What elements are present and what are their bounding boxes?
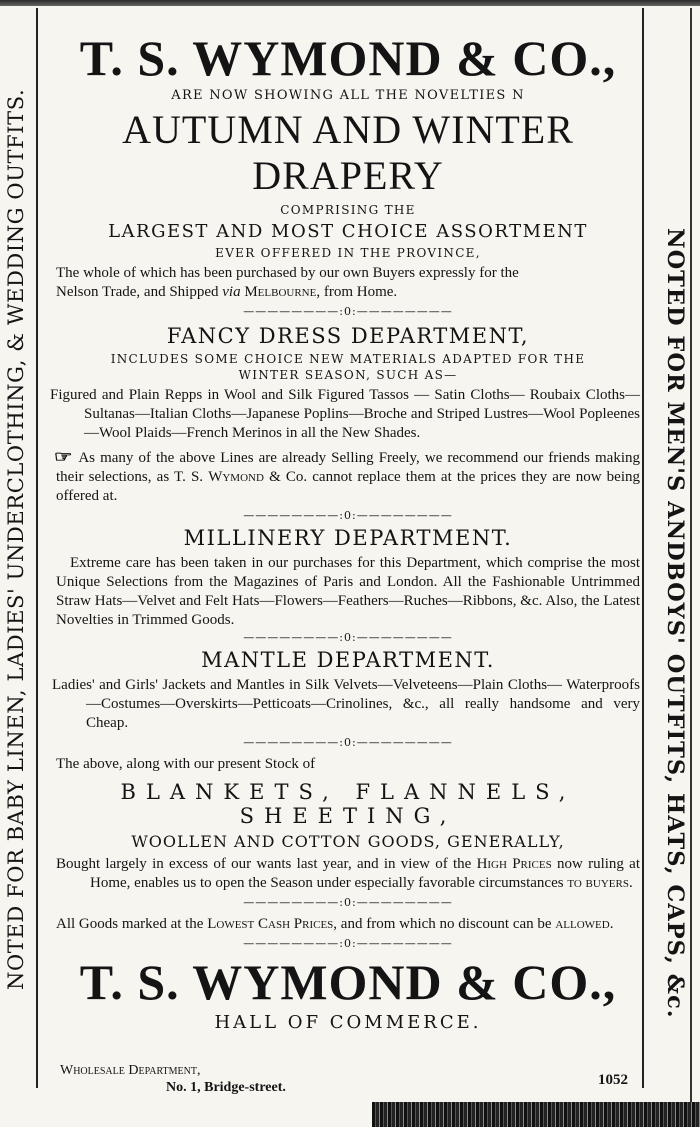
purchase-text-e: , from Home. [316, 284, 398, 300]
stock-bought-high-prices: High Prices [476, 856, 552, 872]
goods-note [56, 915, 640, 934]
stock-bought-buyers: to buyers. [567, 875, 633, 891]
stock-intro: The above, along with our present Stock of [56, 756, 316, 772]
purchase-text-a: The whole of which has been purchased by our own Buyers expressly for the [56, 265, 519, 281]
page-edge-rule [690, 8, 692, 1118]
fancy-sub-2: WINTER SEASON, SUCH AS— [238, 368, 458, 382]
side-text-left: NOTED FOR BABY LINEN, LADIES' UNDERCLOTHING, & WEDDING OUTFITS. [4, 88, 28, 990]
stock-bought-mid: now ruling at Home, enables us to open the Season under especially favorable circumstances [90, 856, 641, 891]
divider: ————————:0:———————— [243, 896, 453, 909]
millinery-text: Extreme care has been taken in our purchases for this Department, which comprise the most Unique Selections from the Magazines of Paris and London. All the Fashionable Untrimmed Straw Hats—Velvet and Felt Hats—Flowers—Feathers—Ruches—Ribbons, &c. Also, the Latest Novelties in Trimmed Goods. [56, 555, 640, 628]
showing-line: ARE NOW SHOWING ALL THE NOVELTIES N [171, 88, 525, 103]
fancy-sub-1: INCLUDES SOME CHOICE NEW MATERIALS ADAPTED FOR THE [110, 352, 586, 366]
stock-bought-pre: Bought largely in excess of our wants last year, and in view of the [56, 856, 472, 872]
stock-goods: BLANKETS, FLANNELS, SHEETING, [120, 780, 576, 828]
fancy-notice-name: Wymond [208, 469, 264, 485]
fancy-notice [53, 447, 641, 506]
divider: ————————:0:———————— [243, 509, 453, 522]
stock-goods-2: WOOLLEN AND COTTON GOODS, GENERALLY, [131, 832, 565, 851]
goods-note-post: , and from which no discount can be [333, 916, 552, 932]
mantle-heading: MANTLE DEPARTMENT. [201, 648, 495, 672]
divider: ————————:0:———————— [243, 937, 453, 950]
divider: ————————:0:———————— [243, 305, 453, 318]
mantle-text: Ladies' and Girls' Jackets and Mantles in Silk Velvets—Velveteens—Plain Cloths— Waterproofs—Costumes—Overskirts—Petticoats—Crinolines, &c., all really handsome and very Cheap. [52, 677, 640, 731]
comprising-line: COMPRISING THE [280, 203, 416, 217]
millinery-heading: MILLINERY DEPARTMENT. [183, 526, 513, 550]
headline: AUTUMN AND WINTER DRAPERY [122, 107, 574, 198]
firm-title: T. S. WYMOND & CO., [79, 30, 617, 86]
goods-note-pre: All Goods marked at the [56, 916, 204, 932]
top-border [0, 0, 700, 6]
stock-bought [56, 855, 640, 893]
side-text-right: NOTED FOR MEN'S ANDBOYS' OUTFITS, HATS, CAPS, &c. [662, 228, 688, 1019]
goods-note-allowed: allowed. [555, 916, 614, 932]
fancy-heading: FANCY DRESS DEPARTMENT, [166, 324, 530, 348]
divider: ————————:0:———————— [243, 631, 453, 644]
left-column-rule [36, 8, 38, 1088]
bridge-street: No. 1, Bridge-street. [166, 1080, 286, 1095]
assortment-line: LARGEST AND MOST CHOICE ASSORTMENT [108, 221, 588, 242]
fancy-notice-post: & Co. cannot replace them at the prices they are now being offered at. [56, 469, 641, 504]
footer-address [60, 1062, 286, 1096]
purchase-text-b: Nelson Trade, and Shipped [56, 284, 219, 300]
divider: ————————:0:———————— [243, 736, 453, 749]
ad-number: 1052 [598, 1072, 628, 1088]
goods-note-lowest: Lowest Cash Prices [207, 916, 334, 932]
right-column-rule [642, 8, 644, 1088]
footer-place: HALL OF COMMERCE. [214, 1012, 482, 1033]
advertisement [50, 30, 641, 1033]
wholesale-dept: Wholesale Department, [60, 1063, 201, 1078]
purchase-text [56, 264, 640, 302]
province-line: EVER OFFERED IN THE PROVINCE, [215, 246, 481, 260]
purchase-text-melbourne: Melbourne [244, 284, 317, 300]
purchase-text-via: via [222, 284, 241, 300]
scan-artifact [372, 1102, 700, 1127]
pointing-hand-icon: ☞ [53, 447, 73, 466]
footer-firm: T. S. WYMOND & CO., [79, 954, 617, 1010]
fancy-items: Figured and Plain Repps in Wool and Silk Figured Tassos — Satin Cloths— Roubaix Cloths—Sultanas—Italian Cloths—Japanese Poplins—Broche and Striped Lustres—Wool Popleenes—Wool Plaids—French Merinos in all the New Shades. [50, 387, 640, 441]
fancy-notice-pre: As many of the above Lines are already Selling Freely, we recommend our friends making their selections, as T. S. [56, 450, 640, 485]
